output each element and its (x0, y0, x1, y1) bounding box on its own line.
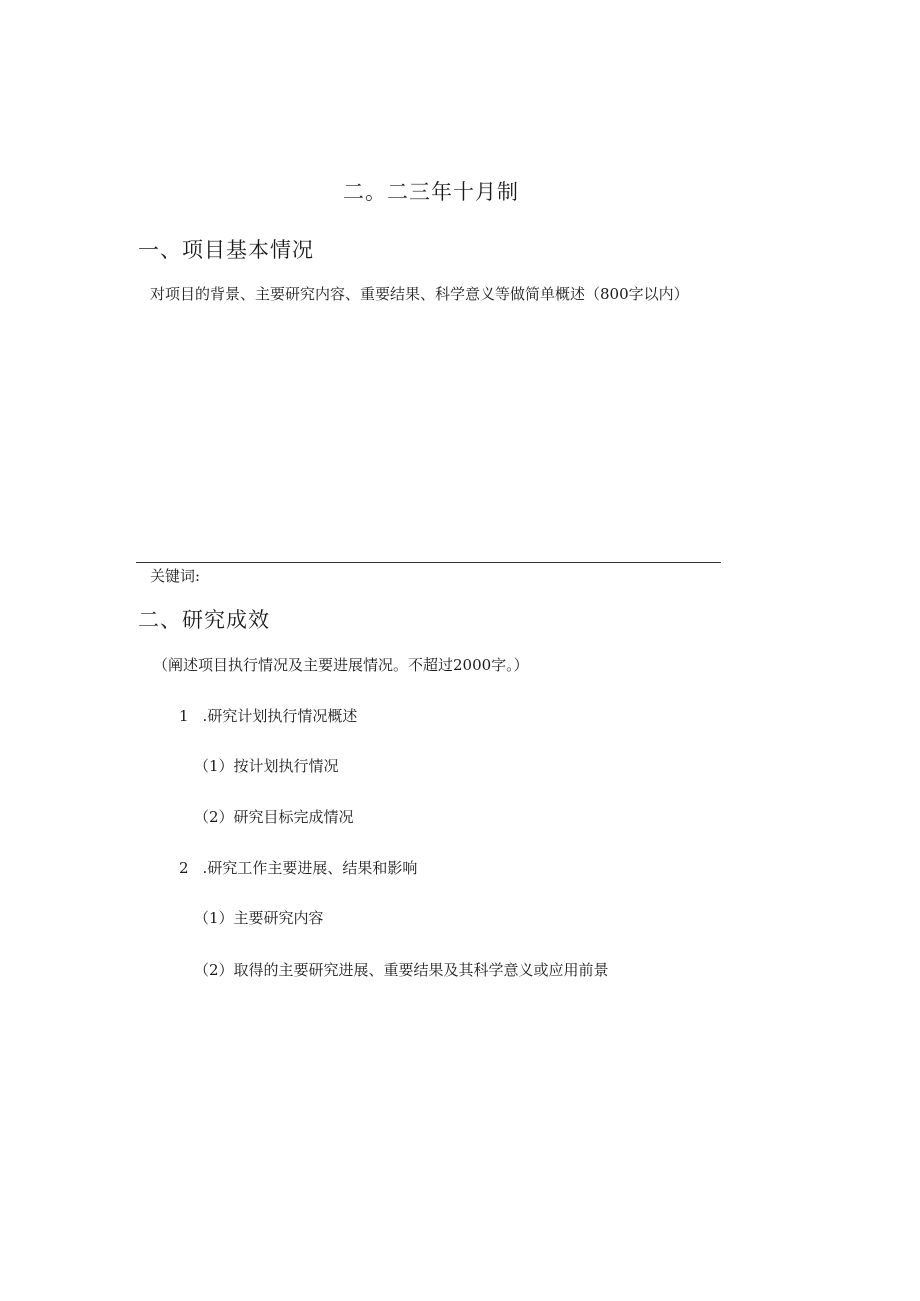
list-item-label: .研究工作主要进展、结果和影响 (202, 859, 418, 877)
section-description-basic-info: 对项目的背景、主要研究内容、重要结果、科学意义等做简单概述（800字以内） (150, 285, 689, 303)
subitem-main-research-content: （1）主要研究内容 (194, 909, 324, 927)
section-heading-basic-info: 一、项目基本情况 (138, 238, 314, 262)
list-item-plan-execution (179, 705, 357, 726)
keywords-label: 关键词: (150, 567, 201, 585)
list-item-number: 1 (179, 707, 189, 725)
subitem-plan-execution-status: （1）按计划执行情况 (194, 757, 339, 775)
subitem-research-progress-significance: （2）取得的主要研究进展、重要结果及其科学意义或应用前景 (194, 961, 609, 979)
divider-line (136, 562, 721, 563)
section-heading-research-results: 二、研究成效 (138, 608, 270, 632)
subitem-goal-completion: （2）研究目标完成情况 (194, 808, 354, 826)
date-line: 二。二三年十月制 (343, 180, 519, 204)
list-item-number: 2 (179, 859, 189, 877)
section-description-research-results: （阐述项目执行情况及主要进展情况。不超过2000字。） (153, 656, 529, 674)
list-item-main-progress (179, 857, 417, 878)
list-item-label: .研究计划执行情况概述 (202, 707, 358, 725)
